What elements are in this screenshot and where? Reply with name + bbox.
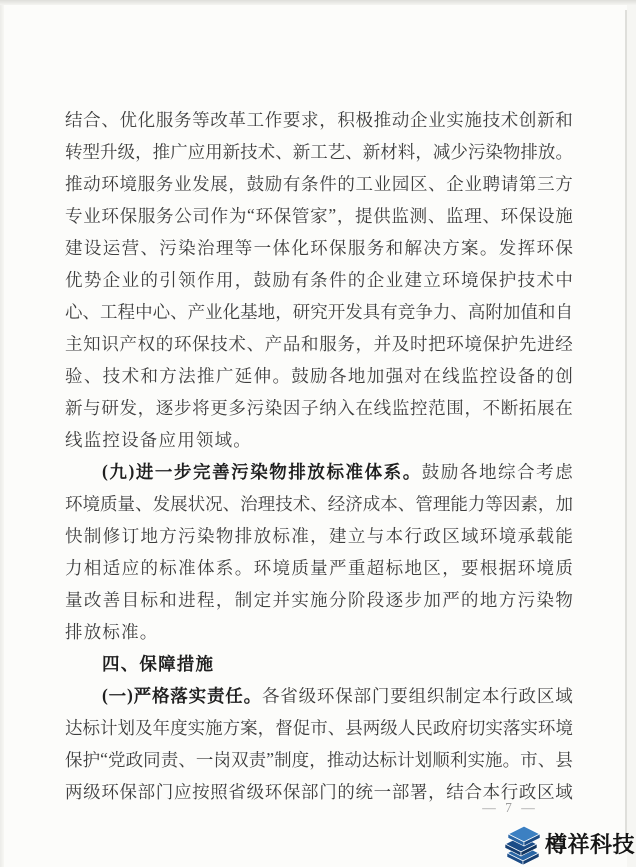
text-line: 快 制 修 订 地 方 污 染 物 排 放 标 准 ， 建 立 与 本 行 政 区 域 环 境 承 载 能 — [65, 525, 573, 546]
text-line: 线监控设备应用领域。 — [65, 429, 252, 450]
text-line: 四、保障措施 — [102, 653, 215, 674]
page-number: — 7 — — [482, 800, 538, 815]
text-line: 保 护 “ 党 政 同 责 、 一 岗 双 责 ” 制 度 ， 推 动 达 标 计 划 顺 利 实 施 。 市 、 县 — [65, 748, 573, 770]
scan-edge-right-line — [625, 10, 627, 837]
scan-edge-left — [0, 5, 4, 867]
text-line: 量 改 善 目 标 和 进 程 ， 制 定 并 实 施 分 阶 段 逐 步 加 严 的 地 方 污 染 物 — [65, 589, 573, 610]
text-line: 新 与 研 发 ， 逐 步 将 更 多 污 染 因 子 纳 入 在 线 监 控 范 围 ， 不 断 拓 展 在 — [65, 397, 573, 418]
scan-edge-right-band — [627, 5, 636, 867]
text-line: 两 级 环 保 部 门 应 按 照 省 级 环 保 部 门 的 统 一 部 署 ， 结 合 本 行 政 区 域 — [65, 781, 573, 802]
text-line: 主 知 识 产 权 的 环 保 技 术 、 产 品 和 服 务 ， 并 及 时 把 环 境 保 护 先 进 经 — [65, 333, 573, 354]
text-line: 心 、 工 程 中 心 、 产 业 化 基 地 ， 研 究 开 发 具 有 竞 争 力 、 高 附 加 值 和 自 — [65, 301, 573, 322]
company-logo-icon — [503, 825, 543, 865]
text-line: 专 业 环 保 服 务 公 司 作 为 “ 环 保 管 家 ” ， 提 供 监 测 、 监 理 、 环 保 设 施 — [65, 204, 573, 226]
scan-edge-top — [0, 0, 636, 5]
text-line: 建 设 运 营 、 污 染 治 理 等 一 体 化 环 保 服 务 和 解 决 方 案 。 发 挥 环 保 — [65, 237, 573, 258]
text-line: 验 、 技 术 和 方 法 推 广 延 伸 。 鼓 励 各 地 加 强 对 在 线 监 控 设 备 的 创 — [65, 365, 573, 386]
text-line: 优 势 企 业 的 引 领 作 用 ， 鼓 励 有 条 件 的 企 业 建 立 环 境 保 护 技 术 中 — [65, 269, 573, 290]
text-line: 力 相 适 应 的 标 准 体 系 。 环 境 质 量 严 重 超 标 地 区 ， 要 根 据 环 境 质 — [65, 557, 573, 578]
text-line: 转 型 升 级 ， 推 广 应 用 新 技 术 、 新 工 艺 、 新 材 料 ， 减 少 污 染 物 排 放 。 — [65, 141, 573, 162]
text-line: 达 标 计 划 及 年 度 实 施 方 案 ， 督 促 市 、 县 两 级 人 民 政 府 切 实 落 实 环 境 — [65, 717, 573, 738]
watermark — [503, 825, 635, 865]
text-line: 排放标准。 — [65, 621, 159, 642]
text-line: 结 合 、 优 化 服 务 等 改 革 工 作 要 求 ， 积 极 推 动 企 业 实 施 技 术 创 新 和 — [65, 109, 573, 130]
document-text — [65, 103, 573, 807]
watermark-text: 樽祥科技 — [544, 832, 635, 857]
text-line: ( 一 ) 严 格 落 实 责 任 。 各 省 级 环 保 部 门 要 组 织 制 定 本 行 政 区 域 — [102, 684, 573, 706]
text-line: 环 境 质 量 、 发 展 状 况 、 治 理 技 术 、 经 济 成 本 、 管 理 能 力 等 因 素 ， 加 — [65, 493, 573, 514]
text-line: ( 九 ) 进 一 步 完 善 污 染 物 排 放 标 准 体 系 。 鼓 励 各 地 综 合 考 虑 — [102, 460, 573, 482]
text-line: 推 动 环 境 服 务 业 发 展 ， 鼓 励 有 条 件 的 工 业 园 区 、 企 业 聘 请 第 三 方 — [65, 173, 573, 194]
